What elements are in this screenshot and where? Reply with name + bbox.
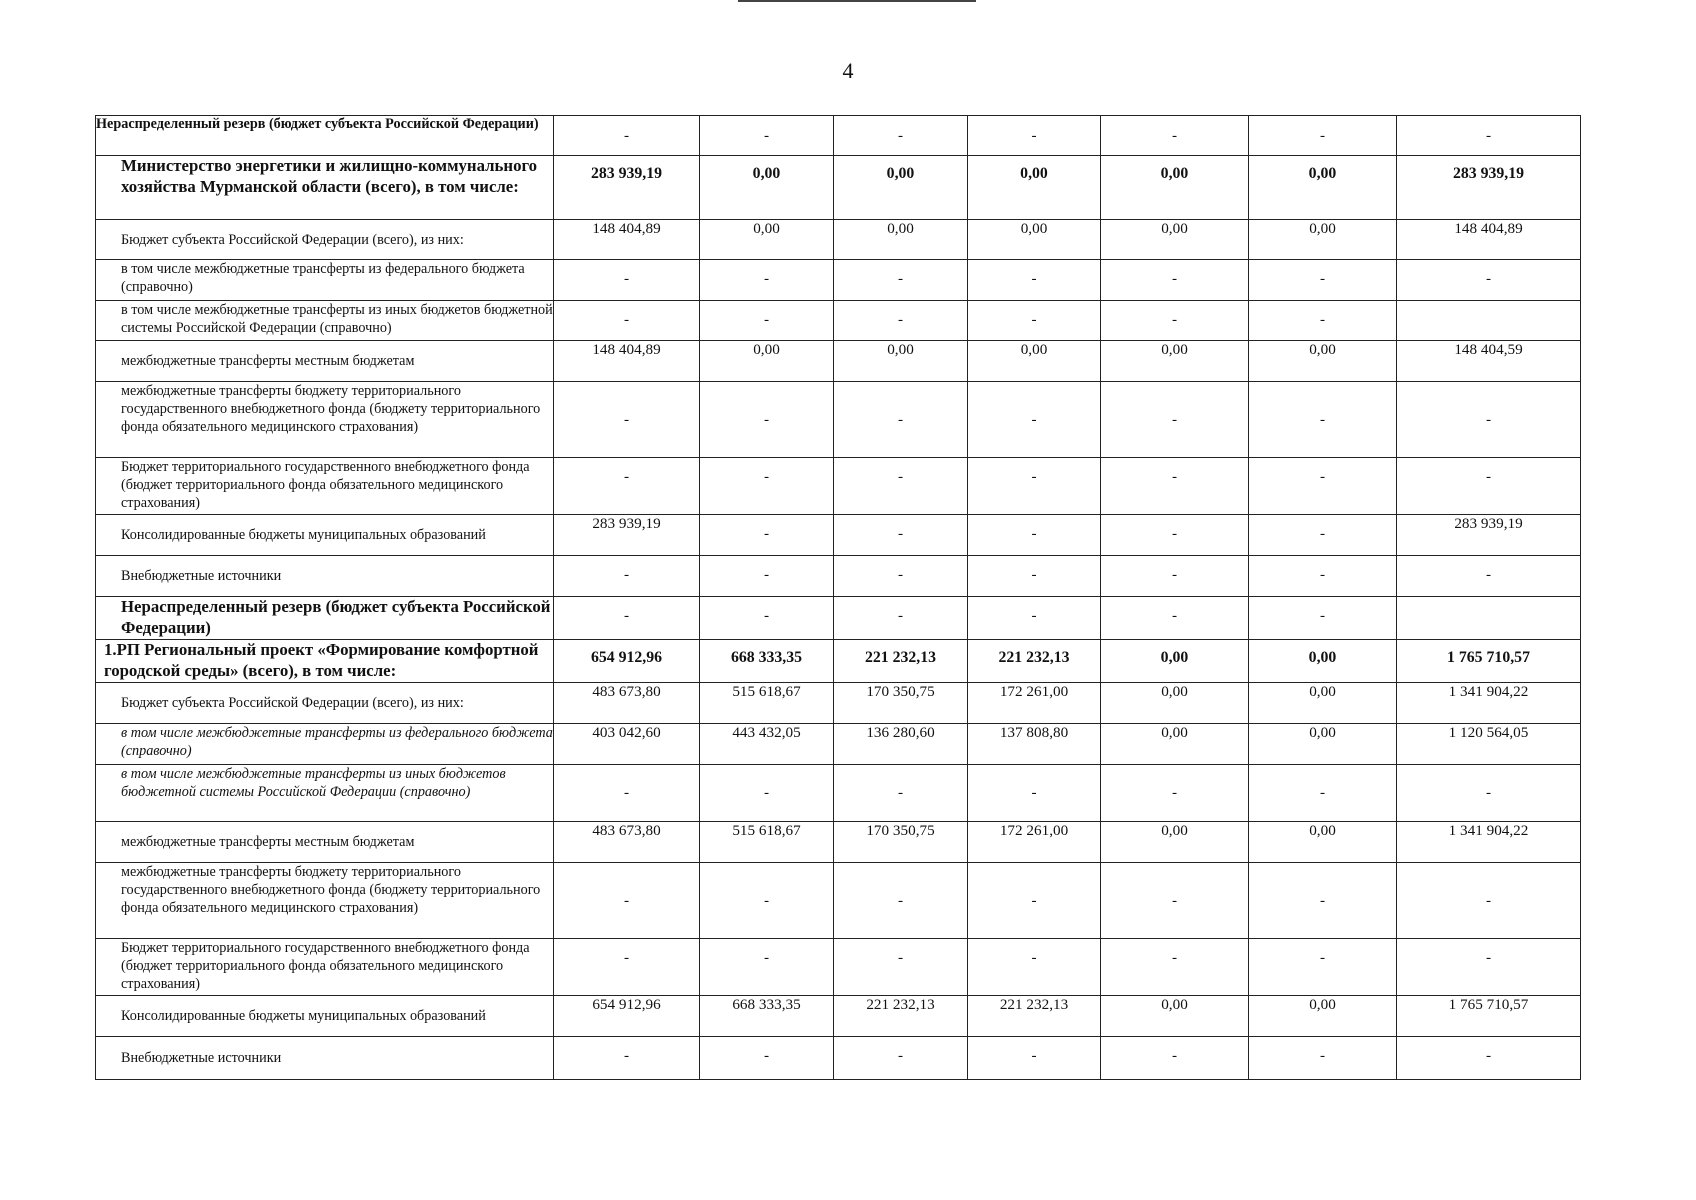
table-row [96,822,1581,863]
table-cell: 1 765 710,57 [1397,996,1581,1037]
table-cell: - [1397,1037,1581,1080]
table-cell: 0,00 [1101,341,1249,382]
table-cell: 0,00 [1249,822,1397,863]
table-cell: - [1397,765,1581,822]
table-cell: - [700,1037,834,1080]
table-cell: - [700,597,834,640]
table-cell: 0,00 [700,156,834,220]
table-cell: - [968,116,1101,156]
table-cell: - [968,1037,1101,1080]
table-cell: 136 280,60 [834,724,968,765]
table-cell: 170 350,75 [834,683,968,724]
table-cell: - [700,382,834,458]
table-cell: - [834,1037,968,1080]
table-cell: 0,00 [1101,724,1249,765]
table-cell: - [1101,116,1249,156]
table-cell: 283 939,19 [1397,156,1581,220]
table-cell: - [1249,260,1397,301]
table-cell: 148 404,59 [1397,341,1581,382]
row-label: Внебюджетные источники [96,556,554,597]
table-cell: - [554,260,700,301]
table-cell: - [1101,301,1249,341]
table-cell: - [1397,458,1581,515]
table-row [96,863,1581,939]
table-cell: 403 042,60 [554,724,700,765]
table-cell: - [1101,458,1249,515]
table-cell: 0,00 [1249,724,1397,765]
table-cell: - [1397,556,1581,597]
table-row [96,382,1581,458]
table-cell: 0,00 [1101,683,1249,724]
table-row [96,301,1581,341]
row-label: в том числе межбюджетные трансферты из федерального бюджета (справочно) [96,260,554,301]
table-cell: - [968,939,1101,996]
table-cell: 0,00 [1101,156,1249,220]
table-cell: - [700,863,834,939]
table-row [96,683,1581,724]
table-cell: - [554,116,700,156]
table-cell: 0,00 [1249,220,1397,260]
budget-table [95,115,1581,1080]
row-label: Нераспределенный резерв (бюджет субъекта Российской Федерации) [96,116,554,156]
table-cell: 0,00 [1249,640,1397,683]
table-row [96,458,1581,515]
row-label: в том числе межбюджетные трансферты из иных бюджетов бюджетной системы Российской Федерации (справочно) [96,301,554,341]
table-cell: 221 232,13 [968,640,1101,683]
table-cell: 148 404,89 [554,220,700,260]
row-label: Бюджет территориального государственного внебюджетного фонда (бюджет территориального фонда обязательного медицинского страхования) [96,458,554,515]
table-cell: 483 673,80 [554,822,700,863]
row-label: в том числе межбюджетные трансферты из иных бюджетов бюджетной системы Российской Федерации (справочно) [96,765,554,822]
row-label: в том числе межбюджетные трансферты из федерального бюджета (справочно) [96,724,554,765]
table-cell: - [1249,597,1397,640]
table-cell: - [968,382,1101,458]
table-cell: 0,00 [700,220,834,260]
table-row [96,556,1581,597]
table-cell: - [700,458,834,515]
table-cell: - [968,260,1101,301]
table-cell: - [554,301,700,341]
top-rule [738,0,976,2]
table-cell: - [700,301,834,341]
table-cell: 483 673,80 [554,683,700,724]
table-row [96,156,1581,220]
table-cell: 0,00 [968,220,1101,260]
table-cell: - [700,116,834,156]
table-cell: 654 912,96 [554,996,700,1037]
table-cell: 0,00 [1101,640,1249,683]
table-row [96,996,1581,1037]
row-label: межбюджетные трансферты бюджету территориального государственного внебюджетного фонда (бюджету территориального фонда обязательного медицинского страхования) [96,863,554,939]
table-cell: - [1249,301,1397,341]
table-cell: 0,00 [1101,996,1249,1037]
table-cell: - [1397,260,1581,301]
table-cell: - [968,301,1101,341]
table-cell: - [554,939,700,996]
table-cell: - [1249,515,1397,556]
table-cell: - [1249,382,1397,458]
table-cell: 0,00 [1249,156,1397,220]
table-cell: 221 232,13 [968,996,1101,1037]
table-cell: - [1249,765,1397,822]
table-cell: - [700,939,834,996]
table-cell [1397,301,1581,341]
table-cell: - [554,863,700,939]
table-row [96,260,1581,301]
row-label: Нераспределенный резерв (бюджет субъекта Российской Федерации) [96,597,554,640]
table-cell: 172 261,00 [968,822,1101,863]
row-label: Консолидированные бюджеты муниципальных образований [96,996,554,1037]
table-cell: - [1101,939,1249,996]
table-cell: - [968,458,1101,515]
table-cell: - [700,556,834,597]
table-cell: - [1397,863,1581,939]
table-row [96,116,1581,156]
table-cell: - [834,301,968,341]
table-cell: 148 404,89 [554,341,700,382]
table-cell: - [1101,597,1249,640]
table-row [96,341,1581,382]
table-cell [1397,597,1581,640]
row-label: 1.РП Региональный проект «Формирование комфортной городской среды» (всего), в том числе: [96,640,554,683]
table-cell: - [834,597,968,640]
table-cell: - [968,863,1101,939]
row-label: Бюджет субъекта Российской Федерации (всего), из них: [96,683,554,724]
table-cell: - [1101,515,1249,556]
row-label: межбюджетные трансферты местным бюджетам [96,822,554,863]
table-cell: - [1101,260,1249,301]
table-cell: 0,00 [834,341,968,382]
table-cell: 0,00 [1249,996,1397,1037]
table-cell: - [834,515,968,556]
table-cell: 0,00 [700,341,834,382]
table-cell: - [968,515,1101,556]
table-cell: - [1249,556,1397,597]
table-cell: 0,00 [1101,822,1249,863]
table-cell: 221 232,13 [834,640,968,683]
table-cell: 283 939,19 [554,515,700,556]
table-row [96,1037,1581,1080]
table-cell: - [554,597,700,640]
table-cell: - [1249,458,1397,515]
table-cell: - [834,765,968,822]
table-cell: 137 808,80 [968,724,1101,765]
table-cell: 515 618,67 [700,822,834,863]
table-cell: 0,00 [968,341,1101,382]
table-cell: - [834,458,968,515]
table-row [96,724,1581,765]
table-row [96,640,1581,683]
table-cell: - [1101,1037,1249,1080]
table-cell: - [700,765,834,822]
table-row [96,765,1581,822]
table-cell: - [554,556,700,597]
table-cell: 0,00 [1101,220,1249,260]
table-cell: - [968,597,1101,640]
table-cell: - [968,556,1101,597]
table-row [96,939,1581,996]
table-cell: 1 341 904,22 [1397,822,1581,863]
table-cell: 654 912,96 [554,640,700,683]
table-cell: - [554,765,700,822]
table-cell: 148 404,89 [1397,220,1581,260]
table-cell: - [834,863,968,939]
table-cell: - [1101,765,1249,822]
table-cell: - [834,116,968,156]
row-label: Бюджет территориального государственного внебюджетного фонда (бюджет территориального фонда обязательного медицинского страхования) [96,939,554,996]
table-cell: - [1101,382,1249,458]
table-cell: 1 765 710,57 [1397,640,1581,683]
table-cell: - [1249,1037,1397,1080]
table-cell: - [1397,939,1581,996]
table-cell: 0,00 [968,156,1101,220]
table-cell: - [554,1037,700,1080]
table-cell: - [968,765,1101,822]
table-cell: 515 618,67 [700,683,834,724]
row-label: межбюджетные трансферты местным бюджетам [96,341,554,382]
table-cell: - [1101,556,1249,597]
table-cell: - [1249,939,1397,996]
table-cell: 668 333,35 [700,996,834,1037]
table-cell: 170 350,75 [834,822,968,863]
table-cell: - [834,260,968,301]
table-cell: - [554,458,700,515]
row-label: Министерство энергетики и жилищно-коммунального хозяйства Мурманской области (всего), в том числе: [96,156,554,220]
row-label: Бюджет субъекта Российской Федерации (всего), из них: [96,220,554,260]
row-label: межбюджетные трансферты бюджету территориального государственного внебюджетного фонда (бюджету территориального фонда обязательного медицинского страхования) [96,382,554,458]
table-cell: 0,00 [834,156,968,220]
table-cell: - [700,515,834,556]
table-cell: 283 939,19 [1397,515,1581,556]
table-cell: 0,00 [1249,341,1397,382]
page-number: 4 [842,58,854,83]
table-cell: 668 333,35 [700,640,834,683]
row-label: Внебюджетные источники [96,1037,554,1080]
table-cell: - [834,939,968,996]
row-label: Консолидированные бюджеты муниципальных образований [96,515,554,556]
table-cell: 0,00 [834,220,968,260]
table-row [96,220,1581,260]
table-cell: - [834,382,968,458]
table-cell: 0,00 [1249,683,1397,724]
table-cell: 221 232,13 [834,996,968,1037]
table-cell: 172 261,00 [968,683,1101,724]
table-cell: 283 939,19 [554,156,700,220]
table-cell: - [1249,863,1397,939]
table-cell: 1 341 904,22 [1397,683,1581,724]
table-row [96,597,1581,640]
table-cell: - [1397,116,1581,156]
table-cell: - [834,556,968,597]
table-cell: - [1249,116,1397,156]
table-row [96,515,1581,556]
table-cell: 1 120 564,05 [1397,724,1581,765]
budget-table-body [96,116,1581,1080]
table-cell: - [700,260,834,301]
table-cell: - [1397,382,1581,458]
table-cell: 443 432,05 [700,724,834,765]
table-cell: - [554,382,700,458]
table-cell: - [1101,863,1249,939]
